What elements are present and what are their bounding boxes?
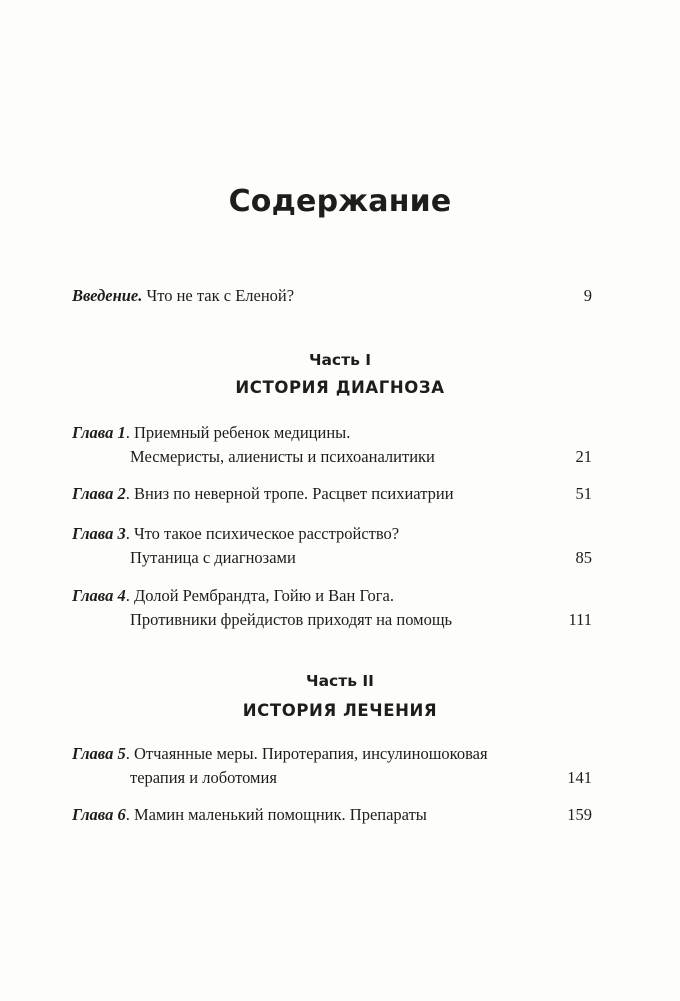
chapter-label: Глава 2: [72, 484, 126, 503]
page-number: 111: [568, 610, 592, 629]
page-number: 159: [567, 805, 592, 824]
chapter-title-line2: Противники фрейдистов приходят на помощь: [130, 610, 453, 629]
chapter-label: Глава 4: [72, 586, 126, 605]
part-1-label: Часть I: [308, 351, 372, 369]
part-2-title: ИСТОРИЯ ЛЕЧЕНИЯ: [242, 701, 438, 720]
toc-entry-chapter-6[interactable]: [72, 803, 592, 827]
toc-entry-chapter-1[interactable]: [72, 421, 592, 469]
chapter-title-line2: Путаница с диагнозами: [130, 548, 296, 567]
part-1-title: ИСТОРИЯ ДИАГНОЗА: [235, 378, 445, 397]
page-number: 141: [567, 768, 592, 787]
toc-entry-chapter-4[interactable]: [72, 584, 592, 632]
chapter-label: Глава 1: [72, 423, 126, 442]
chapter-label: Глава 6: [72, 805, 126, 824]
chapter-title-line2: терапия и лоботомия: [130, 768, 277, 787]
chapter-title-line1: . Что такое психическое расстройство?: [125, 524, 400, 543]
chapter-label: Глава 5: [72, 744, 126, 763]
toc-entry-intro[interactable]: [72, 284, 592, 308]
chapter-title-line1: . Вниз по неверной тропе. Расцвет психиатрии: [125, 484, 454, 503]
chapter-title-line2: Месмеристы, алиенисты и психоаналитики: [130, 447, 435, 466]
chapter-title-line1: . Отчаянные меры. Пиротерапия, инсулиношоковая: [125, 744, 488, 763]
toc-entry-chapter-2[interactable]: [72, 482, 592, 506]
intro-label: Введение.: [72, 286, 143, 305]
page-number: 9: [583, 286, 592, 305]
page-number: 51: [575, 484, 592, 503]
chapter-title-line1: . Приемный ребенок медицины.: [125, 423, 351, 442]
page-number: 85: [575, 548, 592, 567]
chapter-title-line1: . Мамин маленький помощник. Препараты: [125, 805, 427, 824]
toc-entry-chapter-5[interactable]: [72, 742, 592, 790]
intro-text: Что не так с Еленой?: [146, 286, 295, 305]
page-title: Содержание: [228, 184, 452, 219]
chapter-label: Глава 3: [72, 524, 126, 543]
chapter-title-line1: . Долой Рембрандта, Гойю и Ван Гога.: [125, 586, 394, 605]
page-number: 21: [575, 447, 592, 466]
toc-entry-chapter-3[interactable]: [72, 522, 592, 570]
part-2-label: Часть II: [306, 672, 374, 690]
